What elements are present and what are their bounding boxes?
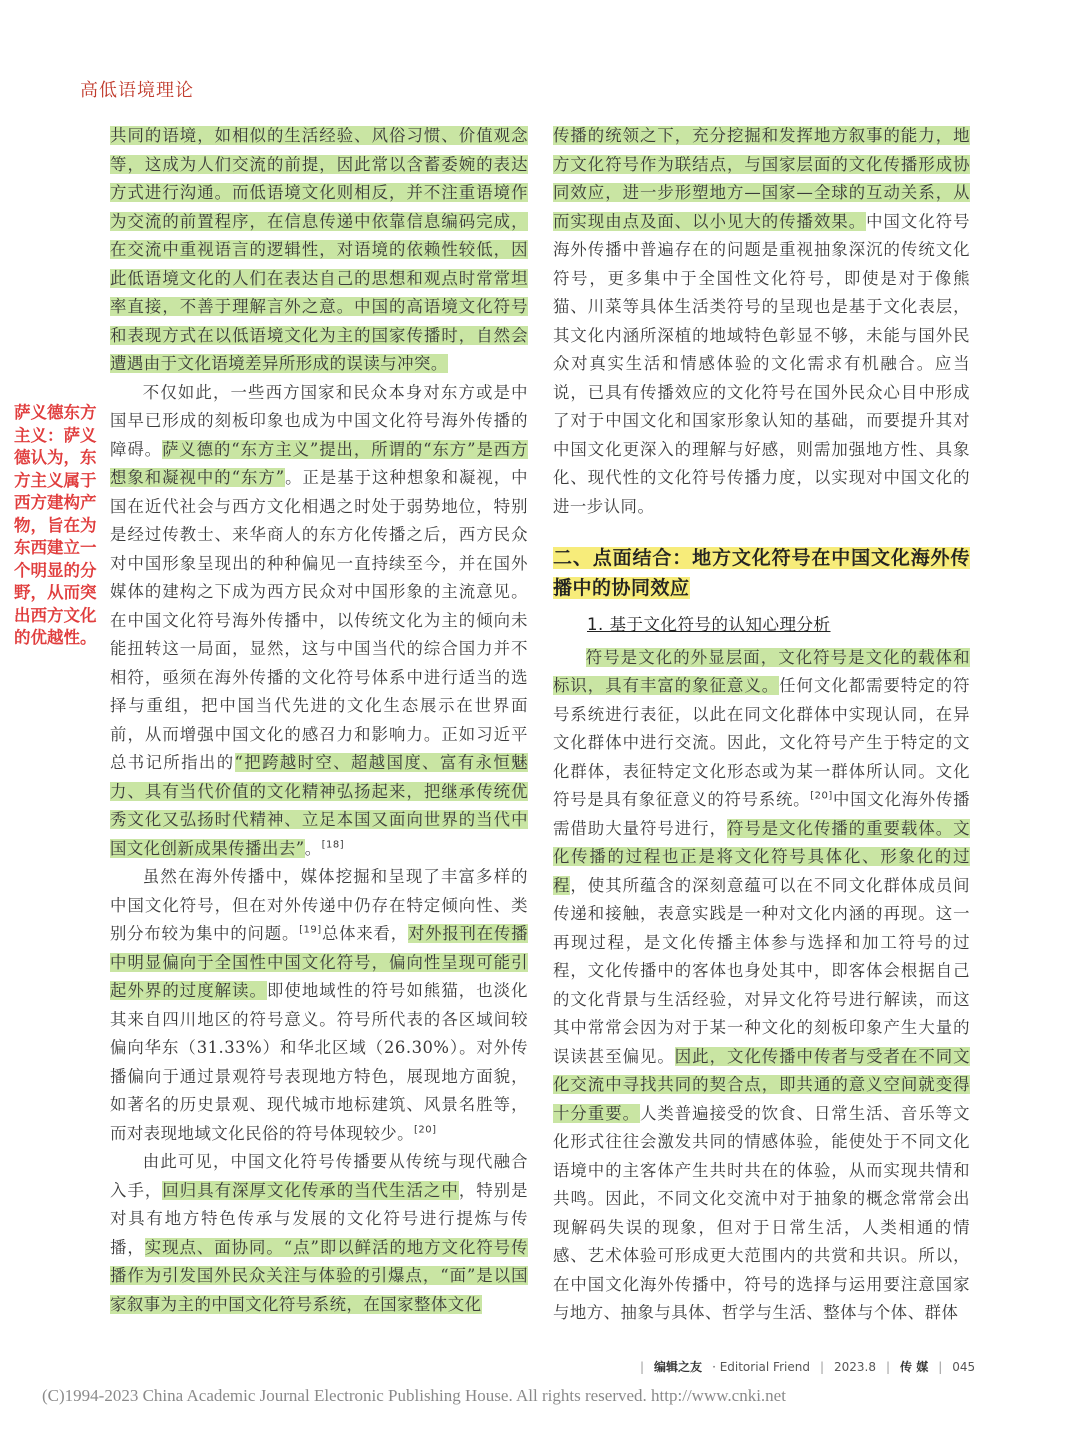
highlight: 传播的统领之下，充分挖掘和发挥地方叙事的能力，地方文化符号作为联结点，与国家层面的文化传播形成协同效应，进一步形塑地方—国家—全球的互动关系，从而实现由点及面、以小见大的传播效果。 xyxy=(553,126,970,231)
citation: [18] xyxy=(321,839,345,851)
section-title-text: 二、点面结合：地方文化符号在中国文化海外传播中的协同效应 xyxy=(553,547,970,599)
page-footer xyxy=(640,1358,980,1375)
divider: | xyxy=(938,1359,943,1374)
margin-annotation: 萨义德东方主义：萨义德认为，东方主义属于西方建构产物，旨在为东西建立一个明显的分野，从而突出西方文化的优越性。 xyxy=(14,403,97,647)
text: 即使地域性的符号如熊猫，也淡化其来自四川地区的符号意义。符号所代表的各区域间较偏向华东（31.33%）和华北区域（26.30%）。对外传播偏向于通过景观符号表现地方特色，展现地方面貌，如著名的历史景观、现代城市地标建筑、风景名胜等，而对表现地域文化民俗的符号体现较少。 xyxy=(110,981,529,1143)
highlight: 共同的语境，如相似的生活经验、风俗习惯、价值观念等，这成为人们交流的前提，因此常以含蓄委婉的表达方式进行沟通。而低语境文化则相反，并不注重语境作为交流的前置程序，在信息传递中依靠信息编码完成，在交流中重视语言的逻辑性，对语境的依赖性较低，因此低语境文化的人们在表达自己的思想和观点时常常坦率直接，不善于理解言外之意。中国的高语境文化符号和表现方式在以低语境文化为主的国家传播时，自然会遭遇由于文化语境差异所形成的误读与冲突。 xyxy=(110,126,528,373)
text: 不仅如此，一些西方国家和民众本身对东方或是中国早已形成的刻板印象也成为中国文化符号海外传播的障碍。 xyxy=(110,382,528,459)
section-label: 传 媒 xyxy=(900,1360,929,1374)
paragraph xyxy=(110,1148,528,1319)
journal-name: 编辑之友 xyxy=(654,1360,703,1374)
citation: [19] xyxy=(299,924,322,936)
text: 人类普遍接受的饮食、日常生活、音乐等文化形式往往会激发共同的情感体验，能使处于不同文化语境中的主客体产生共时共在的体验，从而实现共情和共鸣。因此，不同文化交流中对于抽象的概念常常会出现解码失误的现象，但对于日常生活，人类相通的情感、艺术体验可形成更大范围内的共赏和共识。所以，在中国文化海外传播中，符号的选择与运用要注意国家与地方、抽象与具体、哲学与生活、整体与个体、群体 xyxy=(553,1103,971,1322)
highlight: 符号是文化传播的重要载体。文化传播的过程也正是将文化符号具体化、形象化的过程 xyxy=(553,818,971,895)
paragraph xyxy=(553,644,970,1328)
journal-name-en: · Editorial Friend xyxy=(712,1359,810,1374)
highlight: 回归具有深厚文化传承的当代生活之中 xyxy=(162,1180,459,1200)
highlight: 因此，文化传播中传者与受者在不同文化交流中寻找共同的契合点，即共通的意义空间就变得十分重要。 xyxy=(553,1046,971,1123)
highlight: 实现点、面协同。“点”即以鲜活的地方文化符号传播作为引发国外民众关注与体验的引爆点，“面”是以国家叙事为主的中国文化符号系统，在国家整体文化 xyxy=(110,1237,528,1314)
text: ，使其所蕴含的深刻意蕴可以在不同文化群体成员间传递和接触，表意实践是一种对文化内涵的再现。这一再现过程，是文化传播主体参与选择和加工符号的过程，文化传播中的客体也身处其中，即客体会根据自己的文化背景与生活经验，对异文化符号进行解读，而这其中常常会因为对于某一种文化的刻板印象产生大量的误读甚至偏见。 xyxy=(553,875,971,1066)
text: ，特别是对具有地方特色传承与发展的文化符号进行提炼与传播， xyxy=(110,1180,529,1257)
text: 任何文化都需要特定的符号系统进行表征，以此在同文化群体中实现认同，在异文化群体中进行交流。因此，文化符号产生于特定的文化群体，表征特定文化形态或为某一群体所认同。文化符号是具有象征意义的符号系统。 xyxy=(553,676,971,809)
section-title xyxy=(553,543,970,603)
left-column xyxy=(110,122,528,1319)
paragraph xyxy=(553,122,970,521)
page-number: 045 xyxy=(952,1359,976,1374)
highlight: 符号是文化的外显层面，文化符号是文化的载体和标识，具有丰富的象征意义。 xyxy=(553,647,970,695)
highlight: 萨义德的“东方主义”提出，所谓的“东方”是西方想象和凝视中的“东方” xyxy=(110,439,528,487)
paragraph xyxy=(110,863,528,1148)
citation: [20] xyxy=(414,1124,437,1136)
divider: | xyxy=(886,1359,891,1374)
divider: | xyxy=(640,1359,645,1374)
text: 中国文化符号海外传播中普遍存在的问题是重视抽象深沉的传统文化符号，更多集中于全国性文化符号，即使是对于像熊猫、川菜等具体生活类符号的呈现也是基于文化表层，其文化内涵所深植的地域特色彰显不够，未能与国外民众对真实生活和情感体验的文化需求有机融合。应当说，已具有传播效应的文化符号在国外民众心目中形成了对于中国文化和国家形象认知的基础，而要提升其对中国文化更深入的理解与好感，则需加强地方性、具象化、现代性的文化符号传播力度，以实现对中国文化的进一步认同。 xyxy=(553,211,971,516)
copyright-line: (C)1994-2023 China Academic Journal Electronic Publishing House. All rights reserved. http://www.cnki.net xyxy=(42,1386,786,1405)
text: 由此可见，中国文化符号传播要从传统与现代融合入手， xyxy=(110,1152,528,1200)
subsection-title xyxy=(553,611,970,640)
text: 。 xyxy=(304,838,322,858)
running-header: 高低语境理论 xyxy=(80,80,194,101)
divider: | xyxy=(819,1359,824,1374)
paragraph xyxy=(110,379,528,864)
text: 虽然在海外传播中，媒体挖掘和呈现了丰富多样的中国文化符号，但在对外传递中仍存在特定倾向性、类别分布较为集中的问题。 xyxy=(110,867,528,943)
paragraph xyxy=(110,122,528,379)
text: 中国文化海外传播需借助大量符号进行， xyxy=(553,790,971,838)
highlight: 对外报刊在传播中明显偏向于全国性中国文化符号，偏向性呈现可能引起外界的过度解读。 xyxy=(110,924,529,1000)
citation: [20] xyxy=(810,790,833,802)
right-column xyxy=(553,122,970,1328)
text: 总体来看， xyxy=(321,924,408,943)
text: 。正是基于这种想象和凝视，中国在近代社会与西方文化相遇之时处于弱势地位，特别是经过传教士、来华商人的东方化传播之后，西方民众对中国形象呈现出的种种偏见一直持续至今，并在国外媒体的建构之下成为西方民众对中国形象的主流意见。在中国文化符号海外传播中，以传统文化为主的倾向未能扭转这一局面，显然，这与中国当代的综合国力并不相符，亟须在海外传播的文化符号体系中进行适当的选择与重组，把中国当代先进的文化生态展示在世界面前，从而增强中国文化的感召力和影响力。正如习近平总书记所指出的 xyxy=(110,468,528,772)
highlight: “把跨越时空、超越国度、富有永恒魅力、具有当代价值的文化精神弘扬起来，把继承传统优秀文化又弘扬时代精神、立足本国又面向世界的当代中国文化创新成果传播出去” xyxy=(110,753,528,858)
subsection-title-text: 1. 基于文化符号的认知心理分析 xyxy=(587,615,831,634)
issue-number: 2023.8 xyxy=(834,1359,876,1374)
